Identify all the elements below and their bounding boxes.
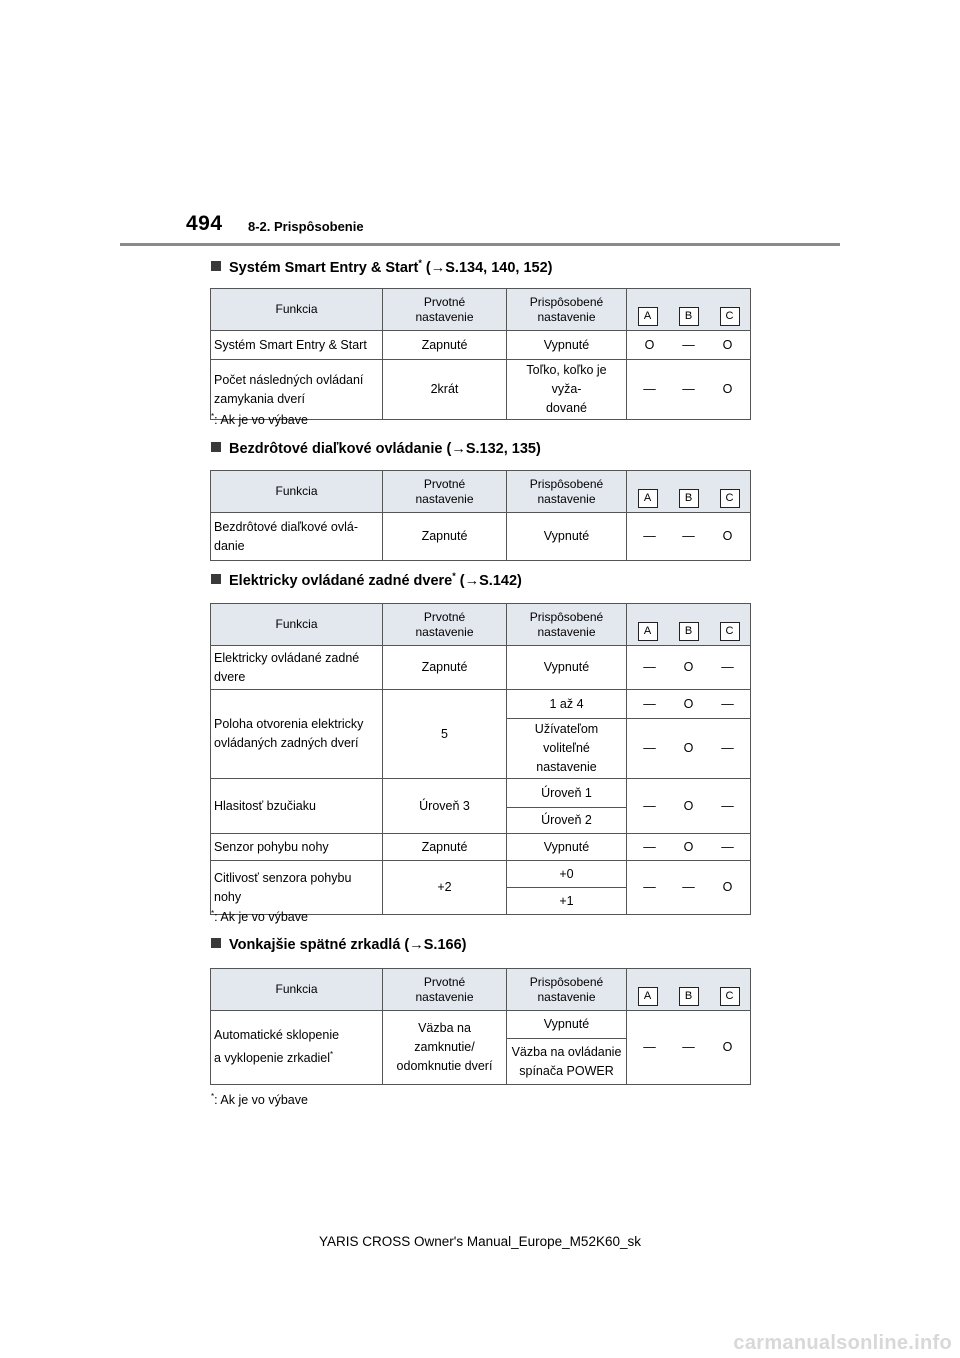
- square-bullet-icon: [211, 261, 221, 271]
- cell-text: ovládaných zadných dverí: [214, 736, 359, 750]
- cell-text: —: [643, 798, 656, 813]
- table-cell: [627, 690, 751, 719]
- cell-text: O: [683, 741, 694, 755]
- chapter-title: 8-2. Prispôsobenie: [248, 219, 364, 234]
- mode-label-box: A: [638, 307, 658, 326]
- table-cell: +1: [507, 888, 627, 915]
- header-cell: [383, 471, 507, 513]
- cell-text: nastavenie: [537, 491, 596, 506]
- cell-text: Prispôsobené: [529, 294, 604, 309]
- cell-text: —: [643, 382, 656, 396]
- cell-text: spínača POWER: [519, 1063, 614, 1078]
- cell-text: —: [721, 741, 734, 755]
- section-heading-mirrors: Vonkajšie spätné zrkadlá (→S.166): [211, 937, 466, 953]
- table-cell: +0: [507, 861, 627, 888]
- table-cell: Automatické sklopenie a vyklopenie zrkadiel*: [211, 1011, 383, 1085]
- table-cell: [627, 834, 751, 861]
- table-cell: 1 až 4: [507, 690, 627, 719]
- cell-text: O: [722, 880, 733, 894]
- square-bullet-icon: [211, 442, 221, 452]
- cell-text: Počet následných ovládaní: [214, 372, 364, 387]
- mode-values: [630, 336, 747, 355]
- cell-text: O: [722, 529, 733, 543]
- cell-text: danie: [214, 538, 245, 553]
- footnote-tailgate: *: Ak je vo výbave: [211, 909, 308, 925]
- table-cell: Vypnuté: [507, 331, 627, 360]
- cell-text: —: [643, 839, 656, 854]
- table-cell: [211, 861, 383, 915]
- table-smart-entry: [210, 288, 751, 420]
- table-row: [211, 690, 751, 719]
- cell-text: zamykania dverí: [214, 391, 306, 406]
- cell-text: —: [682, 1040, 695, 1054]
- table-cell: [211, 360, 383, 420]
- cell-text: O: [722, 1040, 733, 1054]
- table-cell: 2krát: [383, 360, 507, 420]
- cell-text: Elektricky ovládané zadné: [214, 650, 360, 665]
- table-cell: [627, 719, 751, 779]
- cell-text: nastavenie: [415, 624, 474, 639]
- cell-text: —: [682, 880, 695, 894]
- cell-text: Väzba na ovládanie: [511, 1044, 622, 1059]
- table-cell: Vypnuté: [507, 834, 627, 861]
- cell-text: O: [644, 337, 655, 352]
- table-cell: Vypnuté: [507, 646, 627, 690]
- cell-text: nastavenie: [537, 989, 596, 1004]
- table-cell: [627, 360, 751, 420]
- mode-label-box: B: [679, 987, 699, 1006]
- table-row: [211, 513, 751, 561]
- table-cell: [507, 719, 627, 779]
- mode-values: [630, 739, 747, 758]
- header-cell: [507, 604, 627, 646]
- cell-text: —: [643, 696, 656, 711]
- cell-text: Prvotné: [423, 974, 466, 989]
- mode-values: [630, 797, 747, 816]
- cell-text: —: [643, 880, 656, 894]
- cell-text: nastavenie: [537, 309, 596, 324]
- mode-values: [630, 380, 747, 399]
- mode-values: [630, 695, 747, 714]
- header-cell: Funkcia: [211, 969, 383, 1011]
- mode-values: [630, 1038, 747, 1057]
- mode-values: [630, 658, 747, 677]
- table-row: [211, 331, 751, 360]
- cell-text: Prispôsobené: [529, 609, 604, 624]
- table-mirrors: [210, 968, 751, 1085]
- cell-text: —: [643, 529, 656, 543]
- footer-text: YARIS CROSS Owner's Manual_Europe_M52K60_sk: [319, 1234, 641, 1249]
- table-cell: [627, 779, 751, 834]
- table-cell: Úroveň 1: [507, 779, 627, 808]
- section-heading-remote: Bezdrôtové diaľkové ovládanie (→S.132, 135): [211, 441, 541, 457]
- col-default: [383, 289, 507, 331]
- header-cell: [507, 969, 627, 1011]
- header-cell: [627, 604, 751, 646]
- cell-text: —: [643, 660, 656, 674]
- table-tailgate: [210, 603, 751, 915]
- mode-label-box: C: [720, 622, 740, 641]
- cell-text: nastavenie: [536, 760, 597, 774]
- table-cell: [211, 646, 383, 690]
- table-cell: Zapnuté: [383, 331, 507, 360]
- cell-text: —: [682, 337, 695, 352]
- mode-label-box: C: [720, 489, 740, 508]
- mode-values: [627, 608, 750, 641]
- page-number: 494: [186, 212, 223, 235]
- square-bullet-icon: [211, 938, 221, 948]
- cell-text: nastavenie: [415, 989, 474, 1004]
- table-row: [211, 861, 751, 888]
- table-cell: Vypnuté: [507, 1011, 627, 1039]
- cell-text: —: [721, 696, 734, 711]
- table-cell: [211, 690, 383, 779]
- cell-text: Užívateľom voliteľné: [534, 722, 599, 755]
- col-custom: [507, 289, 627, 331]
- mode-label-box: B: [679, 489, 699, 508]
- table-remote: [210, 470, 751, 561]
- footnote-smart-entry: *: Ak je vo výbave: [211, 412, 308, 428]
- cell-text: —: [682, 529, 695, 543]
- cell-text: Prispôsobené: [529, 476, 604, 491]
- table-cell: Zapnuté: [383, 646, 507, 690]
- cell-text: O: [722, 382, 733, 396]
- table-cell: +2: [383, 861, 507, 915]
- cell-text: odomknutie dverí: [396, 1059, 493, 1073]
- cell-text: Prispôsobené: [529, 974, 604, 989]
- cell-text: Prvotné: [423, 476, 466, 491]
- table-row: [211, 779, 751, 808]
- cell-text: nastavenie: [415, 309, 474, 324]
- cell-text: —: [721, 839, 734, 854]
- table-row: [211, 646, 751, 690]
- cell-text: Toľko, koľko je vyža-: [526, 363, 607, 396]
- cell-text: zamknutie/: [414, 1040, 475, 1054]
- table-cell: [627, 331, 751, 360]
- cell-text: —: [682, 382, 695, 396]
- cell-text: O: [722, 337, 733, 352]
- cell-text: O: [683, 696, 694, 711]
- mode-values: [627, 973, 750, 1006]
- cell-text: dvere: [214, 669, 246, 684]
- table-header-row: [211, 604, 751, 646]
- cell-text: —: [643, 741, 656, 755]
- table-cell: Úroveň 2: [507, 808, 627, 834]
- cell-text: Prvotné: [423, 609, 466, 624]
- header-cell: [507, 471, 627, 513]
- cell-text: Citlivosť senzora pohybu: [214, 870, 352, 885]
- header-cell: [627, 969, 751, 1011]
- table-row: [211, 1011, 751, 1039]
- header-cell: Funkcia: [211, 604, 383, 646]
- table-cell: Hlasitosť bzučiaku: [211, 779, 383, 834]
- table-cell: [627, 861, 751, 915]
- table-cell: [507, 360, 627, 420]
- cell-text: dované: [545, 401, 587, 415]
- cell-text: nohy: [214, 889, 242, 904]
- cell-text: a vyklopenie zrkadiel: [214, 1051, 331, 1066]
- table-cell: Senzor pohybu nohy: [211, 834, 383, 861]
- table-cell: 5: [383, 690, 507, 779]
- table-header-row: [211, 969, 751, 1011]
- mode-values: [630, 527, 747, 546]
- table-cell: [627, 513, 751, 561]
- mode-label-box: C: [720, 307, 740, 326]
- table-cell: Zapnuté: [383, 834, 507, 861]
- mode-values: [630, 878, 747, 897]
- cell-text: —: [721, 660, 734, 674]
- mode-values: [627, 475, 750, 508]
- table-cell: [211, 513, 383, 561]
- table-cell: [627, 646, 751, 690]
- mode-label-box: C: [720, 987, 740, 1006]
- table-cell: Úroveň 3: [383, 779, 507, 834]
- watermark: carmanualsonline.info: [733, 1332, 952, 1354]
- mode-values: [627, 293, 750, 326]
- mode-label-box: A: [638, 622, 658, 641]
- mode-label-box: A: [638, 987, 658, 1006]
- table-row: [211, 834, 751, 861]
- cell-text: Bezdrôtové diaľkové ovlá-: [214, 519, 359, 534]
- table-cell: Vypnuté: [507, 513, 627, 561]
- header-cell: [383, 969, 507, 1011]
- col-function: Funkcia: [211, 289, 383, 331]
- cell-text: —: [643, 1040, 656, 1054]
- cell-text: —: [721, 798, 734, 813]
- section-heading-tailgate: Elektricky ovládané zadné dvere* (→S.142): [211, 571, 522, 589]
- section-heading-smart-entry: Systém Smart Entry & Start* (→S.134, 140, 152): [211, 258, 552, 276]
- cell-text: O: [683, 660, 694, 674]
- footnote-mirrors: *: Ak je vo výbave: [211, 1092, 308, 1108]
- mode-label-box: B: [679, 622, 699, 641]
- cell-text: Väzba na: [418, 1021, 471, 1035]
- cell-text: Automatické sklopenie: [214, 1028, 340, 1043]
- table-cell: [383, 1011, 507, 1085]
- table-cell: [507, 1039, 627, 1085]
- table-header-row: [211, 471, 751, 513]
- table-cell: Zapnuté: [383, 513, 507, 561]
- mode-label-box: B: [679, 307, 699, 326]
- cell-text: Prvotné: [423, 294, 466, 309]
- mode-label-box: A: [638, 489, 658, 508]
- cell-text: nastavenie: [415, 491, 474, 506]
- header-rule: [120, 243, 840, 246]
- cell-text: O: [683, 798, 694, 813]
- mode-values: [630, 838, 747, 857]
- table-row: [211, 360, 751, 420]
- table-cell: Systém Smart Entry & Start: [211, 331, 383, 360]
- col-abc: [627, 289, 751, 331]
- table-header-row: [211, 289, 751, 331]
- header-cell: Funkcia: [211, 471, 383, 513]
- cell-text: Poloha otvorenia elektricky: [214, 717, 364, 731]
- cell-text: O: [683, 839, 694, 854]
- cell-text: nastavenie: [537, 624, 596, 639]
- header-cell: [383, 604, 507, 646]
- square-bullet-icon: [211, 574, 221, 584]
- table-cell: [627, 1011, 751, 1085]
- header-cell: [627, 471, 751, 513]
